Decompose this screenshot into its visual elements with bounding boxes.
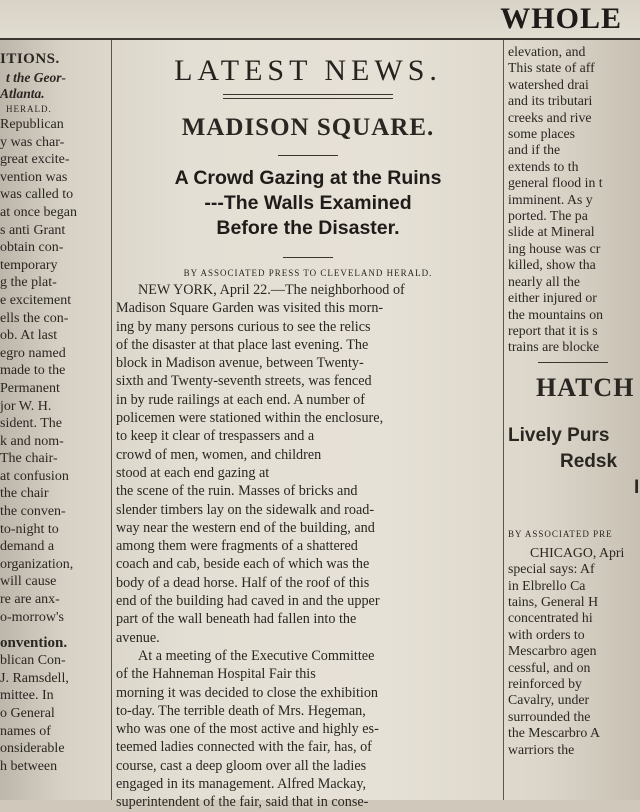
- text-line: o-morrow's: [0, 609, 64, 625]
- text-line: among them were fragments of a shattered: [116, 538, 358, 555]
- text-line: re are anx-: [0, 592, 60, 608]
- text-line: nearly all the: [508, 273, 581, 289]
- text-line: ing house was cr: [508, 240, 601, 256]
- text-line: will cause: [0, 574, 57, 590]
- text-line: Mescarbro agen: [508, 643, 597, 659]
- text-line: trains are blocke: [508, 339, 600, 355]
- left-dateline: HERALD.: [6, 104, 52, 114]
- left-column: [0, 44, 108, 800]
- text-line: mittee. In: [0, 688, 54, 704]
- right-body: [508, 44, 640, 356]
- text-line: k and nom-: [0, 433, 64, 449]
- text-line: CHICAGO, Apri: [530, 544, 625, 560]
- left-heading-2: onvention.: [0, 635, 68, 652]
- text-line: watershed drai: [508, 76, 589, 92]
- text-line: The chair-: [0, 451, 58, 467]
- text-line: creeks and rive: [508, 109, 592, 125]
- text-line: made to the: [0, 363, 66, 379]
- text-line: in by rude railings at each end. A number of: [116, 391, 366, 408]
- text-line: at confusion: [0, 468, 69, 484]
- column-divider-left: [111, 40, 112, 800]
- text-line: imminent. As y: [508, 191, 593, 207]
- right-subhead-line: I: [634, 476, 640, 498]
- text-line: to-night to: [0, 521, 59, 537]
- text-line: superintendent of the fair, said that in conse-: [116, 794, 369, 811]
- subhead-rule: [283, 257, 333, 258]
- text-line: of the Hahneman Hospital Fair this: [116, 666, 316, 683]
- text-line: engaged in its management. Alfred Mackay,: [116, 776, 367, 793]
- left-subhead-line: t the Geor-: [6, 70, 66, 85]
- text-line: e excitement: [0, 292, 72, 308]
- text-line: morning it was decided to close the exhibition: [116, 684, 379, 701]
- right-body-2: [508, 545, 640, 758]
- text-line: ported. The pa: [508, 208, 588, 224]
- text-line: block in Madison avenue, between Twenty-: [116, 355, 364, 372]
- text-line: sixth and Twenty-seventh streets, was fenced: [116, 373, 372, 390]
- text-line: course, cast a deep gloom over all the ladies: [116, 757, 367, 774]
- text-line: This state of aff: [508, 60, 595, 76]
- byline: BY ASSOCIATED PRESS TO CLEVELAND HERALD.: [183, 268, 433, 278]
- text-line: NEW YORK, April 22.—The neighborhood of: [138, 282, 405, 298]
- text-line: crowd of men, women, and children: [116, 446, 322, 463]
- article-headline: MADISON SQUARE.: [181, 114, 435, 141]
- text-line: the chair: [0, 486, 49, 502]
- text-line: killed, show tha: [508, 257, 596, 273]
- text-line: obtain con-: [0, 240, 64, 256]
- text-line: end of the building had caved in and the upper: [116, 593, 380, 610]
- text-line: o General: [0, 706, 55, 721]
- text-line: reinforced by: [508, 675, 582, 691]
- text-line: who was one of the most active and highly es-: [116, 721, 379, 738]
- text-line: egro named: [0, 345, 66, 361]
- text-line: Madison Square Garden was visited this morn-: [116, 300, 384, 317]
- text-line: the conven-: [0, 504, 66, 520]
- right-headline: HATCH: [536, 372, 635, 402]
- subhead-line: ---The Walls Examined: [204, 192, 412, 214]
- right-rule: [538, 362, 608, 363]
- masthead-strip: [0, 0, 640, 40]
- text-line: tains, General H: [508, 593, 599, 609]
- text-line: to-day. The terrible death of Mrs. Hegeman,: [116, 702, 366, 719]
- text-line: and if the: [508, 142, 561, 158]
- text-line: organization,: [0, 556, 74, 572]
- text-line: either injured or: [508, 290, 597, 306]
- article-paragraph-1: [116, 281, 500, 647]
- text-line: special says: Af: [508, 561, 595, 577]
- text-line: way near the western end of the building, and: [116, 519, 375, 536]
- text-line: jor W. H.: [0, 398, 52, 414]
- text-line: with orders to: [508, 626, 585, 642]
- text-line: the scene of the ruin. Masses of bricks and: [116, 483, 358, 500]
- article-paragraph-2: [116, 647, 500, 812]
- text-line: the mountains on: [508, 306, 604, 322]
- column-divider-right: [503, 40, 504, 800]
- text-line: policemen were stationed within the enclosure,: [116, 410, 384, 427]
- text-line: slender timbers lay on the sidewalk and road-: [116, 501, 375, 518]
- text-line: vention was: [0, 169, 68, 185]
- subhead-line: A Crowd Gazing at the Ruins: [174, 167, 442, 189]
- left-heading: ITIONS.: [0, 51, 60, 67]
- text-line: Permanent: [0, 380, 60, 396]
- text-line: g the plat-: [0, 275, 57, 291]
- text-line: slide at Mineral: [508, 224, 595, 240]
- text-line: in Elbrello Ca: [508, 577, 586, 593]
- text-line: report that it is s: [508, 322, 598, 338]
- text-line: some places: [508, 126, 576, 142]
- text-line: blican Con-: [0, 653, 66, 669]
- text-line: avenue.: [116, 629, 160, 646]
- text-line: at once began: [0, 204, 77, 220]
- text-line: names of: [0, 723, 51, 739]
- text-line: demand a: [0, 539, 55, 555]
- text-line: extends to th: [508, 158, 579, 174]
- left-subhead-line: Atlanta.: [0, 86, 45, 101]
- text-line: cessful, and on: [508, 659, 591, 675]
- subhead-line: Before the Disaster.: [216, 217, 400, 239]
- text-line: warriors the: [508, 741, 575, 757]
- text-line: ells the con-: [0, 310, 69, 326]
- right-subhead-line: Lively Purs: [508, 424, 610, 446]
- text-line: to keep it clear of trespassers and a: [116, 428, 315, 445]
- text-line: the Mescarbro A: [508, 725, 600, 741]
- right-column: [508, 44, 640, 800]
- text-line: temporary: [0, 257, 58, 273]
- text-line: sident. The: [0, 416, 62, 432]
- text-line: body of a dead horse. Half of the roof of this: [116, 574, 370, 591]
- text-line: stood at each end gazing at: [116, 464, 270, 481]
- text-line: Cavalry, under: [508, 692, 590, 708]
- text-line: ing by many persons curious to see the relics: [116, 318, 371, 335]
- text-line: onsiderable: [0, 741, 65, 757]
- masthead-word: WHOLE: [500, 2, 622, 35]
- text-line: teemed ladies connected with the fair, has, of: [116, 739, 372, 756]
- text-line: ob. At last: [0, 328, 58, 344]
- right-subhead-line: Redsk: [560, 450, 618, 472]
- left-body: [0, 116, 108, 626]
- text-line: general flood in t: [508, 175, 603, 191]
- right-byline: BY ASSOCIATED PRE: [508, 528, 613, 539]
- text-line: h between: [0, 758, 58, 774]
- text-line: coach and cab, beside each of which was the: [116, 556, 370, 573]
- text-line: y was char-: [0, 134, 65, 150]
- text-line: great excite-: [0, 152, 70, 168]
- headline-rule: [278, 155, 338, 156]
- main-column: [116, 44, 500, 811]
- text-line: surrounded the: [508, 708, 591, 724]
- text-line: and its tributari: [508, 93, 593, 109]
- text-line: s anti Grant: [0, 222, 66, 238]
- text-line: J. Ramsdell,: [0, 670, 69, 686]
- heading-double-rule: [223, 94, 393, 99]
- text-line: concentrated hi: [508, 610, 593, 626]
- text-line: Republican: [0, 117, 64, 132]
- top-rule: [0, 38, 640, 40]
- latest-news-heading: LATEST NEWS.: [174, 54, 442, 87]
- text-line: At a meeting of the Executive Committee: [138, 647, 375, 664]
- left-body-2: [0, 652, 108, 775]
- text-line: part of the wall beneath had fallen into the: [116, 611, 357, 628]
- text-line: was called to: [0, 187, 74, 203]
- text-line: elevation, and: [508, 44, 586, 59]
- text-line: of the disaster at that place last evening. The: [116, 336, 369, 353]
- article-subhead: [116, 166, 500, 241]
- right-subhead: [508, 423, 640, 501]
